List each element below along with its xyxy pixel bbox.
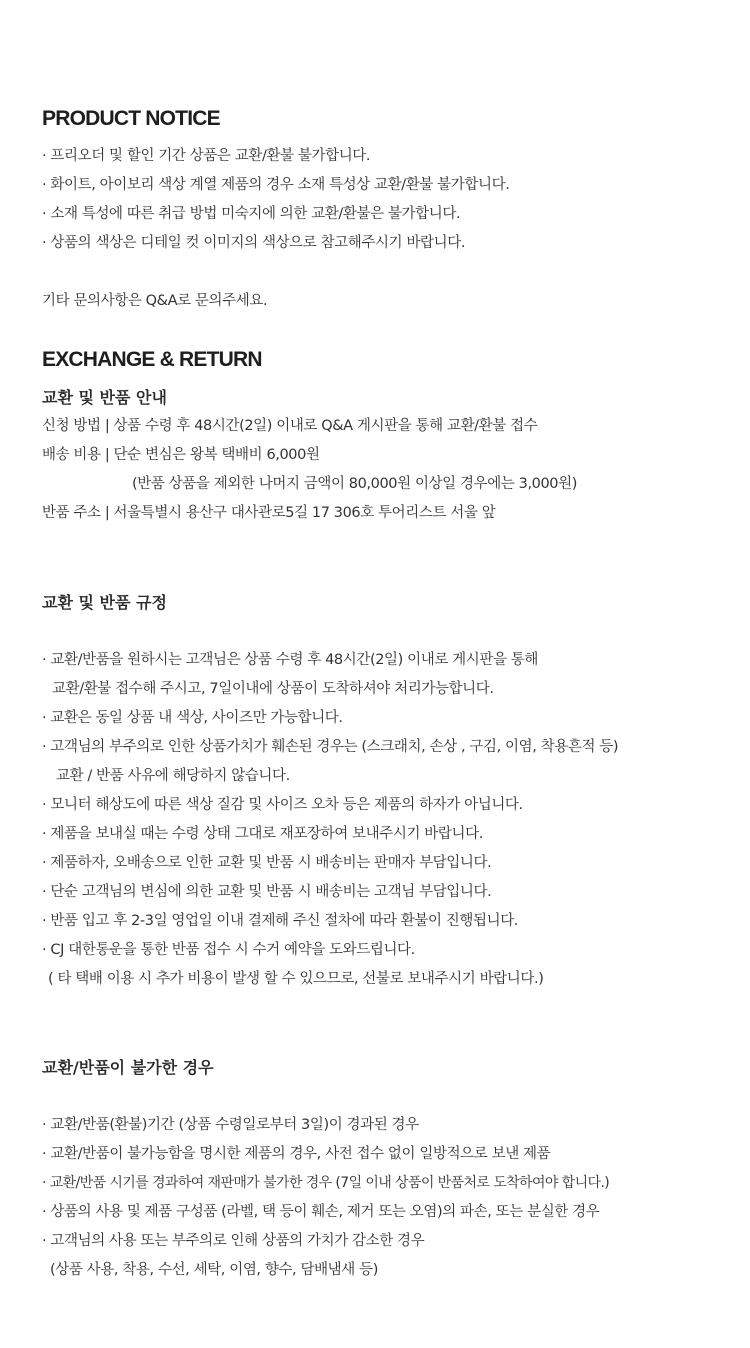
notice-item: · 프리오더 및 할인 기간 상품은 교환/환불 불가합니다. (42, 148, 371, 164)
exchange-return-title: EXCHANGE & RETURN (42, 348, 262, 371)
rule-line: 교환/환불 접수해 주시고, 7일이내에 상품이 도착하셔야 처리가능합니다. (52, 681, 494, 697)
impossible-line: · 교환/반품 시기를 경과하여 재판매가 불가한 경우 (7일 이내 상품이 반품처로 도착하여야 합니다.) (42, 1175, 610, 1191)
guide-shipping-cost: 배송 비용 | 단순 변심은 왕복 택배비 6,000원 (42, 447, 320, 463)
impossible-line: · 상품의 사용 및 제품 구성품 (라벨, 택 등이 훼손, 제거 또는 오염)의 파손, 또는 분실한 경우 (42, 1204, 600, 1220)
guide-apply-method: 신청 방법 | 상품 수령 후 48시간(2일) 이내로 Q&A 게시판을 통해 교환/환불 접수 (42, 418, 538, 434)
rule-line: · 단순 고객님의 변심에 의한 교환 및 반품 시 배송비는 고객님 부담입니다. (42, 884, 492, 900)
exchange-guide-title: 교환 및 반품 안내 (42, 388, 167, 407)
rule-line: · 교환은 동일 상품 내 색상, 사이즈만 가능합니다. (42, 710, 343, 726)
impossible-line: (상품 사용, 착용, 수선, 세탁, 이염, 향수, 담배냄새 등) (50, 1262, 378, 1278)
notice-item: · 화이트, 아이보리 색상 계열 제품의 경우 소재 특성상 교환/환불 불가합니다. (42, 177, 510, 193)
rule-line: · 모니터 해상도에 따른 색상 질감 및 사이즈 오차 등은 제품의 하자가 아닙니다. (42, 797, 523, 813)
notice-etc: 기타 문의사항은 Q&A로 문의주세요. (42, 293, 268, 309)
rules-title: 교환 및 반품 규정 (42, 593, 167, 612)
notice-item: · 소재 특성에 따른 취급 방법 미숙지에 의한 교환/환불은 불가합니다. (42, 206, 461, 222)
impossible-line: · 고객님의 사용 또는 부주의로 인해 상품의 가치가 감소한 경우 (42, 1233, 425, 1249)
notice-item: · 상품의 색상은 디테일 컷 이미지의 색상으로 참고해주시기 바랍니다. (42, 235, 466, 251)
impossible-line: · 교환/반품(환불)기간 (상품 수령일로부터 3일)이 경과된 경우 (42, 1117, 419, 1133)
guide-return-address: 반품 주소 | 서울특별시 용산구 대사관로5길 17 306호 투어리스트 서울 앞 (42, 505, 496, 521)
rule-line: · CJ 대한통운을 통한 반품 접수 시 수거 예약을 도와드립니다. (42, 942, 415, 958)
impossible-line: · 교환/반품이 불가능함을 명시한 제품의 경우, 사전 접수 없이 일방적으로 보낸 제품 (42, 1146, 551, 1162)
guide-shipping-cost-note: (반품 상품을 제외한 나머지 금액이 80,000원 이상일 경우에는 3,000원) (132, 476, 577, 492)
rule-line: · 제품하자, 오배송으로 인한 교환 및 반품 시 배송비는 판매자 부담입니다. (42, 855, 492, 871)
rule-line: ( 타 택배 이용 시 추가 비용이 발생 할 수 있으므로, 선불로 보내주시기 바랍니다.) (48, 971, 544, 987)
rule-line: · 제품을 보내실 때는 수령 상태 그대로 재포장하여 보내주시기 바랍니다. (42, 826, 483, 842)
rule-line: · 교환/반품을 원하시는 고객님은 상품 수령 후 48시간(2일) 이내로 게시판을 통해 (42, 652, 538, 668)
product-notice-title: PRODUCT NOTICE (42, 107, 220, 130)
rule-line: · 반품 입고 후 2-3일 영업일 이내 결제해 주신 절차에 따라 환불이 진행됩니다. (42, 913, 519, 929)
rule-line: 교환 / 반품 사유에 해당하지 않습니다. (56, 768, 290, 784)
rule-line: · 고객님의 부주의로 인한 상품가치가 훼손된 경우는 (스크래치, 손상 , 구김, 이염, 착용흔적 등) (42, 739, 619, 755)
impossible-title: 교환/반품이 불가한 경우 (42, 1058, 214, 1077)
